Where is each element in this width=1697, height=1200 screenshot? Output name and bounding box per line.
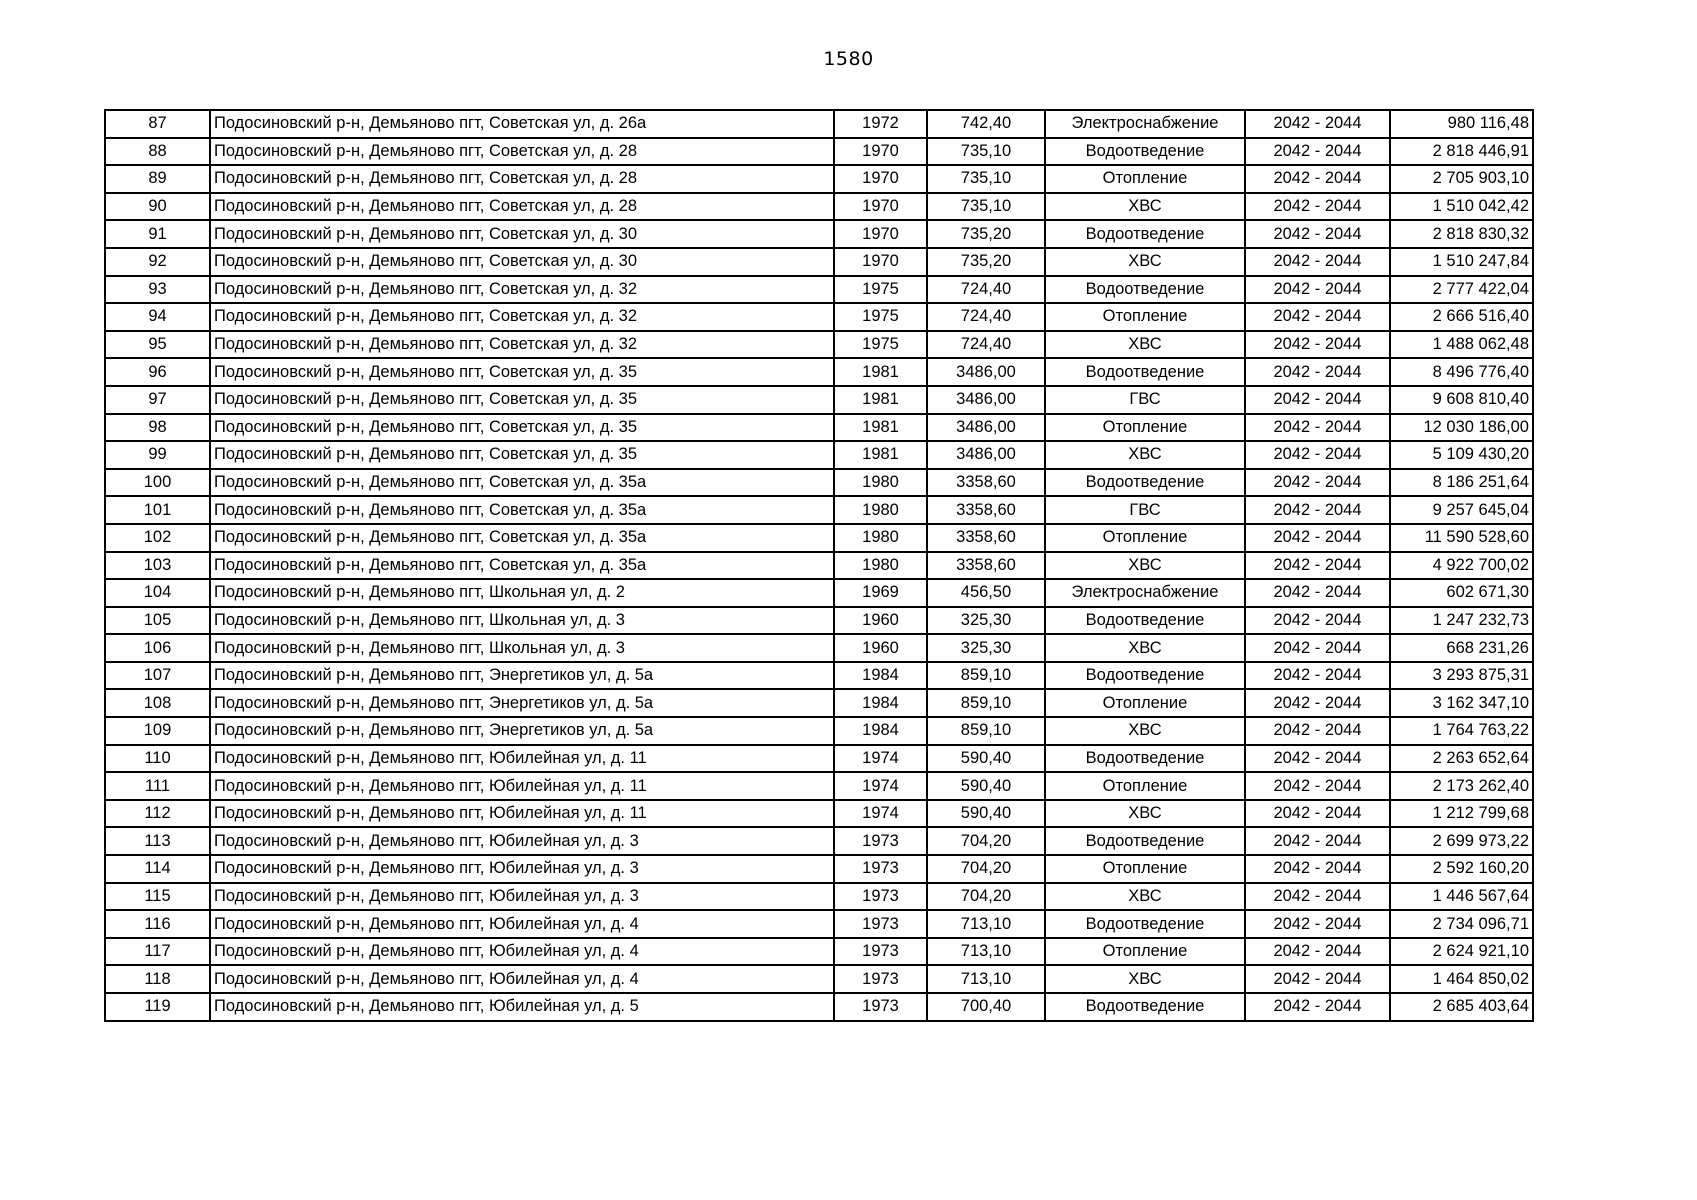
work-type-cell: ХВС — [1045, 965, 1245, 993]
area-cell: 704,20 — [927, 855, 1045, 883]
year-built-cell: 1981 — [834, 386, 927, 414]
work-type-cell: Водоотведение — [1045, 662, 1245, 690]
cost-cell: 8 186 251,64 — [1390, 469, 1533, 497]
work-type-cell: ХВС — [1045, 441, 1245, 469]
table-row — [105, 303, 1533, 331]
row-number-cell: 93 — [105, 276, 210, 304]
cost-cell: 1 464 850,02 — [1390, 965, 1533, 993]
cost-cell: 11 590 528,60 — [1390, 524, 1533, 552]
area-cell: 590,40 — [927, 745, 1045, 773]
work-type-cell: Отопление — [1045, 165, 1245, 193]
period-cell: 2042 - 2044 — [1245, 331, 1390, 359]
year-built-cell: 1970 — [834, 165, 927, 193]
work-type-cell: ХВС — [1045, 331, 1245, 359]
table-row — [105, 662, 1533, 690]
cost-cell: 980 116,48 — [1390, 110, 1533, 138]
table-row — [105, 938, 1533, 966]
table-row — [105, 358, 1533, 386]
work-type-cell: Водоотведение — [1045, 220, 1245, 248]
year-built-cell: 1980 — [834, 469, 927, 497]
row-number-cell: 115 — [105, 883, 210, 911]
year-built-cell: 1981 — [834, 414, 927, 442]
work-type-cell: Отопление — [1045, 772, 1245, 800]
table-row — [105, 110, 1533, 138]
address-cell: Подосиновский р-н, Демьяново пгт, Советская ул, д. 28 — [210, 165, 834, 193]
year-built-cell: 1972 — [834, 110, 927, 138]
work-type-cell: Водоотведение — [1045, 276, 1245, 304]
work-type-cell: Отопление — [1045, 303, 1245, 331]
row-number-cell: 87 — [105, 110, 210, 138]
area-cell: 735,10 — [927, 165, 1045, 193]
cost-cell: 2 173 262,40 — [1390, 772, 1533, 800]
period-cell: 2042 - 2044 — [1245, 358, 1390, 386]
address-cell: Подосиновский р-н, Демьяново пгт, Энергетиков ул, д. 5а — [210, 717, 834, 745]
address-cell: Подосиновский р-н, Демьяново пгт, Советская ул, д. 35 — [210, 414, 834, 442]
work-type-cell: Электроснабжение — [1045, 579, 1245, 607]
area-cell: 724,40 — [927, 303, 1045, 331]
table-row — [105, 441, 1533, 469]
year-built-cell: 1975 — [834, 331, 927, 359]
cost-cell: 3 162 347,10 — [1390, 689, 1533, 717]
period-cell: 2042 - 2044 — [1245, 138, 1390, 166]
cost-cell: 2 624 921,10 — [1390, 938, 1533, 966]
year-built-cell: 1973 — [834, 910, 927, 938]
cost-cell: 1 247 232,73 — [1390, 607, 1533, 635]
year-built-cell: 1970 — [834, 220, 927, 248]
cost-cell: 1 212 799,68 — [1390, 800, 1533, 828]
period-cell: 2042 - 2044 — [1245, 248, 1390, 276]
table-body — [105, 110, 1533, 1021]
table-row — [105, 772, 1533, 800]
work-type-cell: Электроснабжение — [1045, 110, 1245, 138]
address-cell: Подосиновский р-н, Демьяново пгт, Юбилейная ул, д. 4 — [210, 910, 834, 938]
period-cell: 2042 - 2044 — [1245, 276, 1390, 304]
row-number-cell: 117 — [105, 938, 210, 966]
cost-cell: 2 666 516,40 — [1390, 303, 1533, 331]
table-row — [105, 248, 1533, 276]
table-row — [105, 993, 1533, 1021]
period-cell: 2042 - 2044 — [1245, 883, 1390, 911]
table-row — [105, 634, 1533, 662]
period-cell: 2042 - 2044 — [1245, 496, 1390, 524]
year-built-cell: 1975 — [834, 303, 927, 331]
address-cell: Подосиновский р-н, Демьяново пгт, Советская ул, д. 35а — [210, 469, 834, 497]
work-type-cell: Водоотведение — [1045, 138, 1245, 166]
year-built-cell: 1973 — [834, 855, 927, 883]
table-row — [105, 469, 1533, 497]
year-built-cell: 1969 — [834, 579, 927, 607]
area-cell: 590,40 — [927, 800, 1045, 828]
address-cell: Подосиновский р-н, Демьяново пгт, Советская ул, д. 28 — [210, 138, 834, 166]
row-number-cell: 88 — [105, 138, 210, 166]
area-cell: 3358,60 — [927, 524, 1045, 552]
cost-cell: 1 510 042,42 — [1390, 193, 1533, 221]
work-type-cell: Водоотведение — [1045, 910, 1245, 938]
data-table — [104, 109, 1534, 1022]
address-cell: Подосиновский р-н, Демьяново пгт, Советская ул, д. 32 — [210, 303, 834, 331]
area-cell: 704,20 — [927, 883, 1045, 911]
work-type-cell: ХВС — [1045, 800, 1245, 828]
row-number-cell: 96 — [105, 358, 210, 386]
area-cell: 3486,00 — [927, 441, 1045, 469]
address-cell: Подосиновский р-н, Демьяново пгт, Юбилейная ул, д. 3 — [210, 827, 834, 855]
row-number-cell: 103 — [105, 552, 210, 580]
table-row — [105, 496, 1533, 524]
row-number-cell: 110 — [105, 745, 210, 773]
period-cell: 2042 - 2044 — [1245, 717, 1390, 745]
period-cell: 2042 - 2044 — [1245, 855, 1390, 883]
row-number-cell: 104 — [105, 579, 210, 607]
table-row — [105, 138, 1533, 166]
table-row — [105, 220, 1533, 248]
work-type-cell: Водоотведение — [1045, 993, 1245, 1021]
work-type-cell: ХВС — [1045, 248, 1245, 276]
area-cell: 735,20 — [927, 220, 1045, 248]
year-built-cell: 1980 — [834, 524, 927, 552]
table-row — [105, 910, 1533, 938]
cost-cell: 2 705 903,10 — [1390, 165, 1533, 193]
year-built-cell: 1984 — [834, 717, 927, 745]
table-row — [105, 607, 1533, 635]
table-row — [105, 745, 1533, 773]
row-number-cell: 99 — [105, 441, 210, 469]
cost-cell: 1 764 763,22 — [1390, 717, 1533, 745]
year-built-cell: 1973 — [834, 938, 927, 966]
year-built-cell: 1960 — [834, 634, 927, 662]
year-built-cell: 1980 — [834, 496, 927, 524]
address-cell: Подосиновский р-н, Демьяново пгт, Советская ул, д. 32 — [210, 276, 834, 304]
row-number-cell: 105 — [105, 607, 210, 635]
work-type-cell: ГВС — [1045, 496, 1245, 524]
period-cell: 2042 - 2044 — [1245, 800, 1390, 828]
area-cell: 456,50 — [927, 579, 1045, 607]
address-cell: Подосиновский р-н, Демьяново пгт, Советская ул, д. 35 — [210, 441, 834, 469]
cost-cell: 2 777 422,04 — [1390, 276, 1533, 304]
cost-cell: 4 922 700,02 — [1390, 552, 1533, 580]
table-row — [105, 552, 1533, 580]
cost-cell: 2 818 446,91 — [1390, 138, 1533, 166]
period-cell: 2042 - 2044 — [1245, 910, 1390, 938]
table-row — [105, 579, 1533, 607]
cost-cell: 5 109 430,20 — [1390, 441, 1533, 469]
address-cell: Подосиновский р-н, Демьяново пгт, Советская ул, д. 30 — [210, 248, 834, 276]
table-row — [105, 386, 1533, 414]
page-number: 1580 — [823, 48, 874, 70]
period-cell: 2042 - 2044 — [1245, 993, 1390, 1021]
row-number-cell: 113 — [105, 827, 210, 855]
work-type-cell: Отопление — [1045, 855, 1245, 883]
table-row — [105, 414, 1533, 442]
period-cell: 2042 - 2044 — [1245, 441, 1390, 469]
address-cell: Подосиновский р-н, Демьяново пгт, Советская ул, д. 30 — [210, 220, 834, 248]
year-built-cell: 1975 — [834, 276, 927, 304]
area-cell: 325,30 — [927, 607, 1045, 635]
period-cell: 2042 - 2044 — [1245, 386, 1390, 414]
row-number-cell: 90 — [105, 193, 210, 221]
table-row — [105, 524, 1533, 552]
table-row — [105, 717, 1533, 745]
year-built-cell: 1970 — [834, 193, 927, 221]
period-cell: 2042 - 2044 — [1245, 165, 1390, 193]
address-cell: Подосиновский р-н, Демьяново пгт, Советская ул, д. 35 — [210, 386, 834, 414]
area-cell: 742,40 — [927, 110, 1045, 138]
period-cell: 2042 - 2044 — [1245, 552, 1390, 580]
cost-cell: 1 510 247,84 — [1390, 248, 1533, 276]
table-row — [105, 800, 1533, 828]
year-built-cell: 1973 — [834, 965, 927, 993]
area-cell: 3358,60 — [927, 496, 1045, 524]
row-number-cell: 107 — [105, 662, 210, 690]
row-number-cell: 102 — [105, 524, 210, 552]
year-built-cell: 1970 — [834, 138, 927, 166]
cost-cell: 2 699 973,22 — [1390, 827, 1533, 855]
period-cell: 2042 - 2044 — [1245, 745, 1390, 773]
area-cell: 735,20 — [927, 248, 1045, 276]
period-cell: 2042 - 2044 — [1245, 220, 1390, 248]
address-cell: Подосиновский р-н, Демьяново пгт, Юбилейная ул, д. 5 — [210, 993, 834, 1021]
year-built-cell: 1974 — [834, 745, 927, 773]
address-cell: Подосиновский р-н, Демьяново пгт, Юбилейная ул, д. 11 — [210, 745, 834, 773]
period-cell: 2042 - 2044 — [1245, 689, 1390, 717]
year-built-cell: 1980 — [834, 552, 927, 580]
row-number-cell: 108 — [105, 689, 210, 717]
period-cell: 2042 - 2044 — [1245, 772, 1390, 800]
area-cell: 859,10 — [927, 662, 1045, 690]
address-cell: Подосиновский р-н, Демьяново пгт, Юбилейная ул, д. 3 — [210, 883, 834, 911]
address-cell: Подосиновский р-н, Демьяново пгт, Советская ул, д. 26а — [210, 110, 834, 138]
area-cell: 724,40 — [927, 331, 1045, 359]
area-cell: 590,40 — [927, 772, 1045, 800]
cost-cell: 3 293 875,31 — [1390, 662, 1533, 690]
year-built-cell: 1984 — [834, 662, 927, 690]
work-type-cell: ГВС — [1045, 386, 1245, 414]
row-number-cell: 114 — [105, 855, 210, 883]
cost-cell: 2 592 160,20 — [1390, 855, 1533, 883]
period-cell: 2042 - 2044 — [1245, 634, 1390, 662]
cost-cell: 602 671,30 — [1390, 579, 1533, 607]
address-cell: Подосиновский р-н, Демьяново пгт, Энергетиков ул, д. 5а — [210, 662, 834, 690]
row-number-cell: 92 — [105, 248, 210, 276]
row-number-cell: 106 — [105, 634, 210, 662]
area-cell: 859,10 — [927, 689, 1045, 717]
year-built-cell: 1973 — [834, 993, 927, 1021]
area-cell: 3486,00 — [927, 358, 1045, 386]
cost-cell: 1 488 062,48 — [1390, 331, 1533, 359]
address-cell: Подосиновский р-н, Демьяново пгт, Советская ул, д. 35а — [210, 496, 834, 524]
row-number-cell: 94 — [105, 303, 210, 331]
work-type-cell: Отопление — [1045, 414, 1245, 442]
area-cell: 325,30 — [927, 634, 1045, 662]
cost-cell: 1 446 567,64 — [1390, 883, 1533, 911]
year-built-cell: 1974 — [834, 800, 927, 828]
area-cell: 704,20 — [927, 827, 1045, 855]
address-cell: Подосиновский р-н, Демьяново пгт, Школьная ул, д. 3 — [210, 634, 834, 662]
area-cell: 3358,60 — [927, 469, 1045, 497]
address-cell: Подосиновский р-н, Демьяново пгт, Энергетиков ул, д. 5а — [210, 689, 834, 717]
table-row — [105, 193, 1533, 221]
year-built-cell: 1973 — [834, 883, 927, 911]
cost-cell: 9 257 645,04 — [1390, 496, 1533, 524]
work-type-cell: Отопление — [1045, 689, 1245, 717]
cost-cell: 9 608 810,40 — [1390, 386, 1533, 414]
table-row — [105, 165, 1533, 193]
work-type-cell: ХВС — [1045, 717, 1245, 745]
work-type-cell: Водоотведение — [1045, 358, 1245, 386]
area-cell: 700,40 — [927, 993, 1045, 1021]
area-cell: 3486,00 — [927, 414, 1045, 442]
table-row — [105, 331, 1533, 359]
address-cell: Подосиновский р-н, Демьяново пгт, Школьная ул, д. 3 — [210, 607, 834, 635]
table-row — [105, 689, 1533, 717]
work-type-cell: Водоотведение — [1045, 745, 1245, 773]
period-cell: 2042 - 2044 — [1245, 662, 1390, 690]
work-type-cell: Водоотведение — [1045, 469, 1245, 497]
period-cell: 2042 - 2044 — [1245, 827, 1390, 855]
row-number-cell: 111 — [105, 772, 210, 800]
year-built-cell: 1970 — [834, 248, 927, 276]
year-built-cell: 1974 — [834, 772, 927, 800]
work-type-cell: ХВС — [1045, 193, 1245, 221]
period-cell: 2042 - 2044 — [1245, 469, 1390, 497]
address-cell: Подосиновский р-н, Демьяново пгт, Советская ул, д. 35а — [210, 552, 834, 580]
table-row — [105, 827, 1533, 855]
table-row — [105, 883, 1533, 911]
cost-cell: 668 231,26 — [1390, 634, 1533, 662]
area-cell: 3358,60 — [927, 552, 1045, 580]
table-row — [105, 855, 1533, 883]
row-number-cell: 109 — [105, 717, 210, 745]
row-number-cell: 112 — [105, 800, 210, 828]
address-cell: Подосиновский р-н, Демьяново пгт, Школьная ул, д. 2 — [210, 579, 834, 607]
cost-cell: 2 263 652,64 — [1390, 745, 1533, 773]
row-number-cell: 89 — [105, 165, 210, 193]
period-cell: 2042 - 2044 — [1245, 607, 1390, 635]
row-number-cell: 91 — [105, 220, 210, 248]
cost-cell: 12 030 186,00 — [1390, 414, 1533, 442]
period-cell: 2042 - 2044 — [1245, 938, 1390, 966]
address-cell: Подосиновский р-н, Демьяново пгт, Советская ул, д. 32 — [210, 331, 834, 359]
area-cell: 724,40 — [927, 276, 1045, 304]
year-built-cell: 1981 — [834, 441, 927, 469]
period-cell: 2042 - 2044 — [1245, 579, 1390, 607]
period-cell: 2042 - 2044 — [1245, 524, 1390, 552]
table-row — [105, 276, 1533, 304]
area-cell: 3486,00 — [927, 386, 1045, 414]
cost-cell: 2 818 830,32 — [1390, 220, 1533, 248]
work-type-cell: Отопление — [1045, 524, 1245, 552]
row-number-cell: 95 — [105, 331, 210, 359]
year-built-cell: 1960 — [834, 607, 927, 635]
table-row — [105, 965, 1533, 993]
work-type-cell: ХВС — [1045, 883, 1245, 911]
period-cell: 2042 - 2044 — [1245, 414, 1390, 442]
address-cell: Подосиновский р-н, Демьяново пгт, Юбилейная ул, д. 11 — [210, 800, 834, 828]
work-type-cell: Водоотведение — [1045, 827, 1245, 855]
work-type-cell: Отопление — [1045, 938, 1245, 966]
row-number-cell: 98 — [105, 414, 210, 442]
address-cell: Подосиновский р-н, Демьяново пгт, Советская ул, д. 35а — [210, 524, 834, 552]
cost-cell: 2 734 096,71 — [1390, 910, 1533, 938]
area-cell: 735,10 — [927, 193, 1045, 221]
area-cell: 735,10 — [927, 138, 1045, 166]
area-cell: 713,10 — [927, 965, 1045, 993]
period-cell: 2042 - 2044 — [1245, 193, 1390, 221]
address-cell: Подосиновский р-н, Демьяново пгт, Юбилейная ул, д. 4 — [210, 938, 834, 966]
period-cell: 2042 - 2044 — [1245, 965, 1390, 993]
row-number-cell: 101 — [105, 496, 210, 524]
year-built-cell: 1973 — [834, 827, 927, 855]
area-cell: 713,10 — [927, 938, 1045, 966]
work-type-cell: Водоотведение — [1045, 607, 1245, 635]
address-cell: Подосиновский р-н, Демьяново пгт, Советская ул, д. 28 — [210, 193, 834, 221]
row-number-cell: 119 — [105, 993, 210, 1021]
cost-cell: 8 496 776,40 — [1390, 358, 1533, 386]
year-built-cell: 1981 — [834, 358, 927, 386]
area-cell: 713,10 — [927, 910, 1045, 938]
area-cell: 859,10 — [927, 717, 1045, 745]
address-cell: Подосиновский р-н, Демьяново пгт, Юбилейная ул, д. 3 — [210, 855, 834, 883]
row-number-cell: 116 — [105, 910, 210, 938]
row-number-cell: 100 — [105, 469, 210, 497]
row-number-cell: 97 — [105, 386, 210, 414]
row-number-cell: 118 — [105, 965, 210, 993]
year-built-cell: 1984 — [834, 689, 927, 717]
work-type-cell: ХВС — [1045, 634, 1245, 662]
address-cell: Подосиновский р-н, Демьяново пгт, Юбилейная ул, д. 11 — [210, 772, 834, 800]
period-cell: 2042 - 2044 — [1245, 110, 1390, 138]
period-cell: 2042 - 2044 — [1245, 303, 1390, 331]
work-type-cell: ХВС — [1045, 552, 1245, 580]
cost-cell: 2 685 403,64 — [1390, 993, 1533, 1021]
address-cell: Подосиновский р-н, Демьяново пгт, Юбилейная ул, д. 4 — [210, 965, 834, 993]
address-cell: Подосиновский р-н, Демьяново пгт, Советская ул, д. 35 — [210, 358, 834, 386]
